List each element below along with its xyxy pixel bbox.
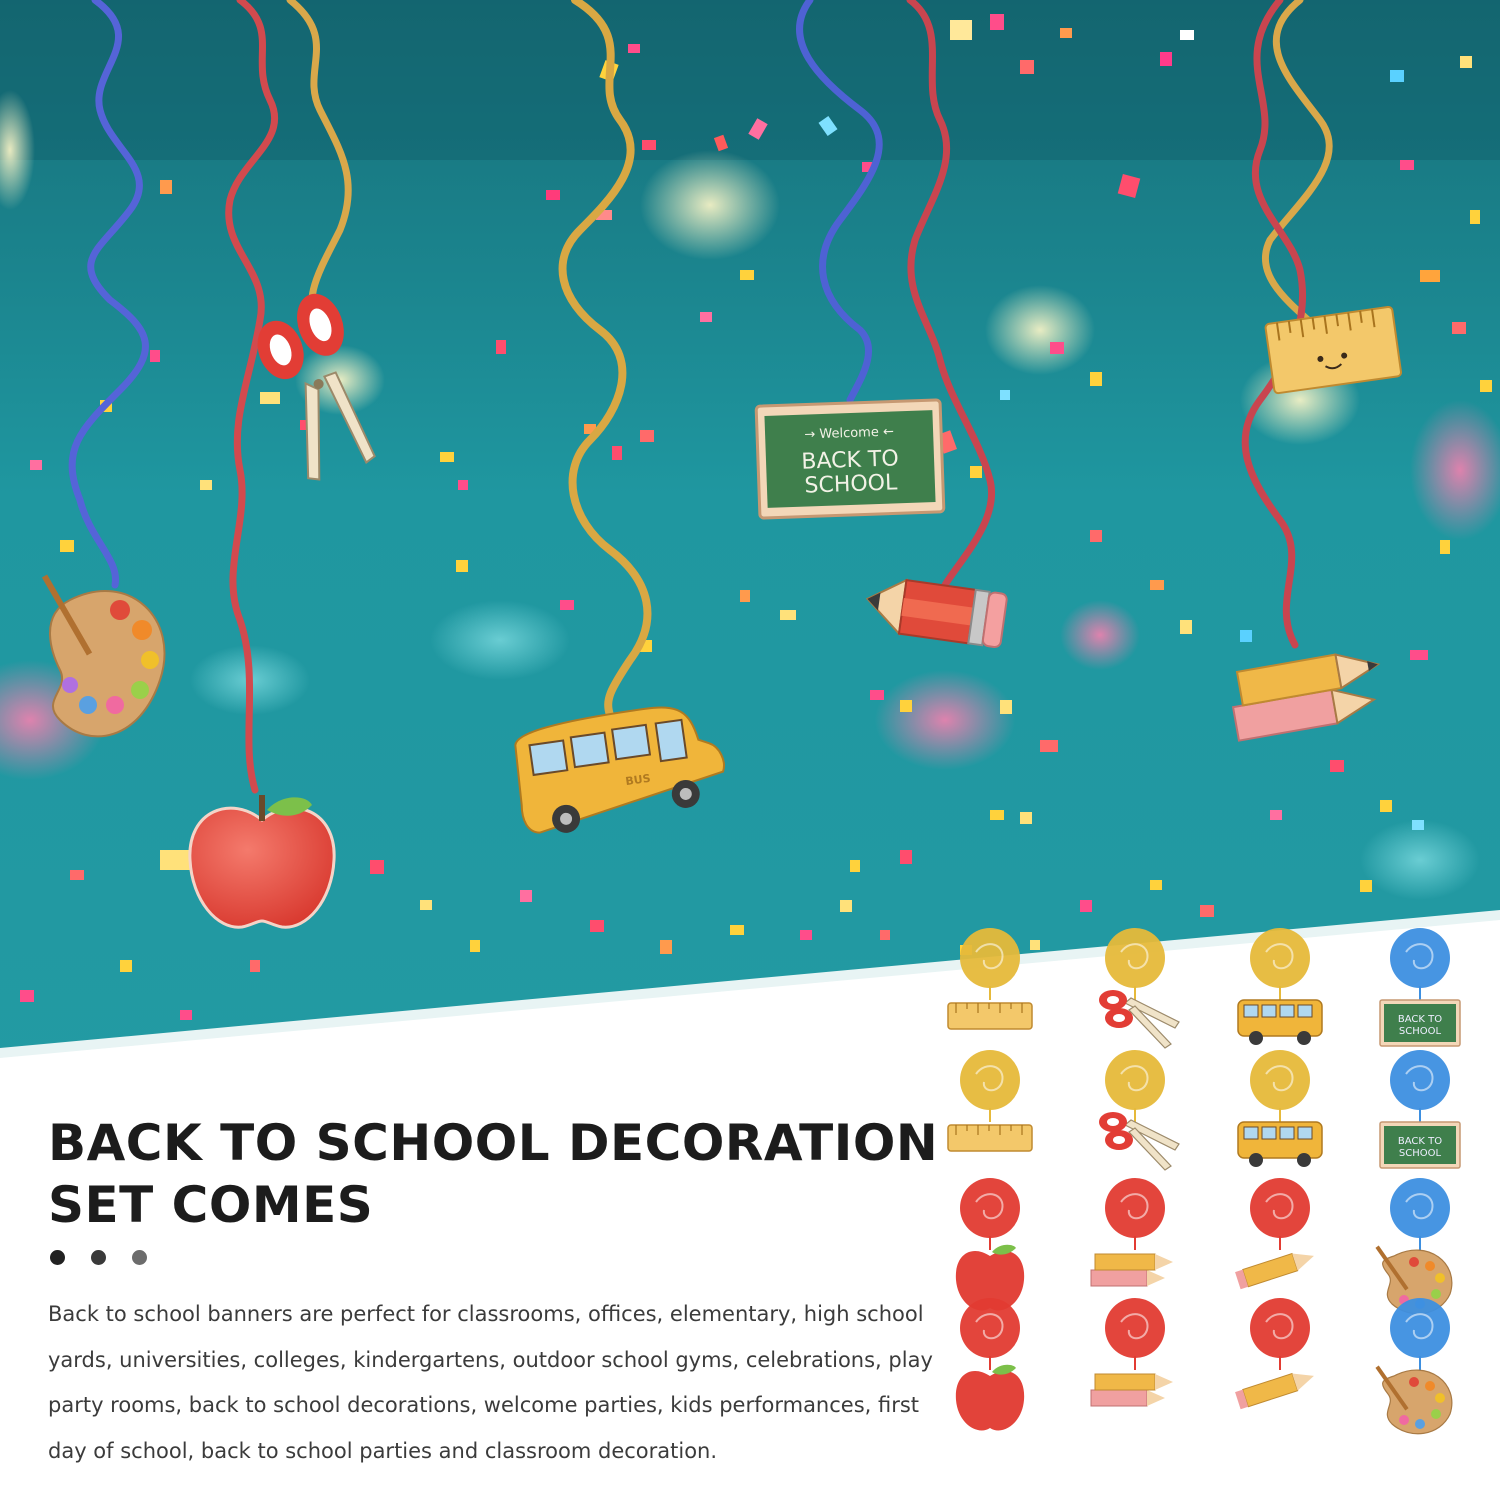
title-line-1: BACK TO SCHOOL DECORATION (48, 1114, 939, 1172)
mini-sign-line2: SCHOOL (1398, 1026, 1442, 1037)
gold-swirl-disc (1250, 928, 1310, 988)
gold-swirl-disc (1250, 1050, 1310, 1110)
set-item-pencil (1235, 1178, 1317, 1289)
product-description: Back to school banners are perfect for classrooms, offices, elementary, high school yards, universities, colleges, kindergartens, outdoor school gyms, celebrations, play party rooms, back to school decorations, welcome parties, kids performances, first day of school, back to school parties and classroom decoration. (48, 1302, 933, 1463)
blue-swirl-disc (1390, 1178, 1450, 1238)
gold-swirl-disc (960, 1050, 1020, 1110)
red-swirl-disc (1250, 1178, 1310, 1238)
blue-swirl-disc (1390, 1050, 1450, 1110)
gold-swirl-disc (1105, 1050, 1165, 1110)
pager-dot-2[interactable] (91, 1250, 106, 1265)
set-item-palette (1375, 1178, 1451, 1314)
set-contents-grid (940, 918, 1500, 1498)
set-item-pencils (1091, 1178, 1173, 1286)
red-swirl-disc (1105, 1178, 1165, 1238)
title-line-2: SET COMES (48, 1176, 374, 1234)
red-swirl-disc (1250, 1298, 1310, 1358)
red-swirl-disc (960, 1178, 1020, 1238)
bus-label: BUS (624, 771, 652, 789)
red-swirl-disc (1105, 1298, 1165, 1358)
set-contents-illustration (940, 918, 1500, 1498)
apple-ornament (190, 795, 334, 927)
set-item-scissors (1099, 928, 1179, 1048)
set-item-pencils (1091, 1298, 1173, 1406)
pager-dots (50, 1250, 147, 1265)
mini-sign-line2: SCHOOL (1398, 1148, 1442, 1159)
mini-sign-line1: BACK TO (1397, 1014, 1443, 1025)
gold-swirl-disc (960, 928, 1020, 988)
set-item-bus (1238, 928, 1322, 1045)
top-shadow (0, 0, 1500, 160)
set-item-scissors (1099, 1050, 1179, 1170)
sign-line1-text: BACK TO (800, 446, 900, 475)
blue-swirl-disc (1390, 928, 1450, 988)
set-item-bus (1238, 1050, 1322, 1167)
set-item-ruler (948, 1050, 1032, 1151)
set-item-palette (1375, 1298, 1451, 1434)
pager-dot-1[interactable] (50, 1250, 65, 1265)
set-item-apple (956, 1178, 1024, 1310)
sign-welcome-text: → Welcome ← (804, 424, 895, 443)
blue-swirl-disc (1390, 1298, 1450, 1358)
sign-line2-text: SCHOOL (804, 470, 898, 499)
chalkboard-sign-ornament (756, 400, 944, 518)
gold-swirl-disc (1105, 928, 1165, 988)
mini-sign-line1: BACK TO (1397, 1136, 1443, 1147)
red-swirl-disc (960, 1298, 1020, 1358)
set-item-sign (1380, 1050, 1460, 1168)
pager-dot-3[interactable] (132, 1250, 147, 1265)
set-item-sign (1380, 928, 1460, 1046)
set-item-apple (956, 1298, 1024, 1430)
set-item-ruler (948, 928, 1032, 1029)
page-title (48, 1112, 948, 1236)
set-item-pencil (1235, 1298, 1317, 1409)
